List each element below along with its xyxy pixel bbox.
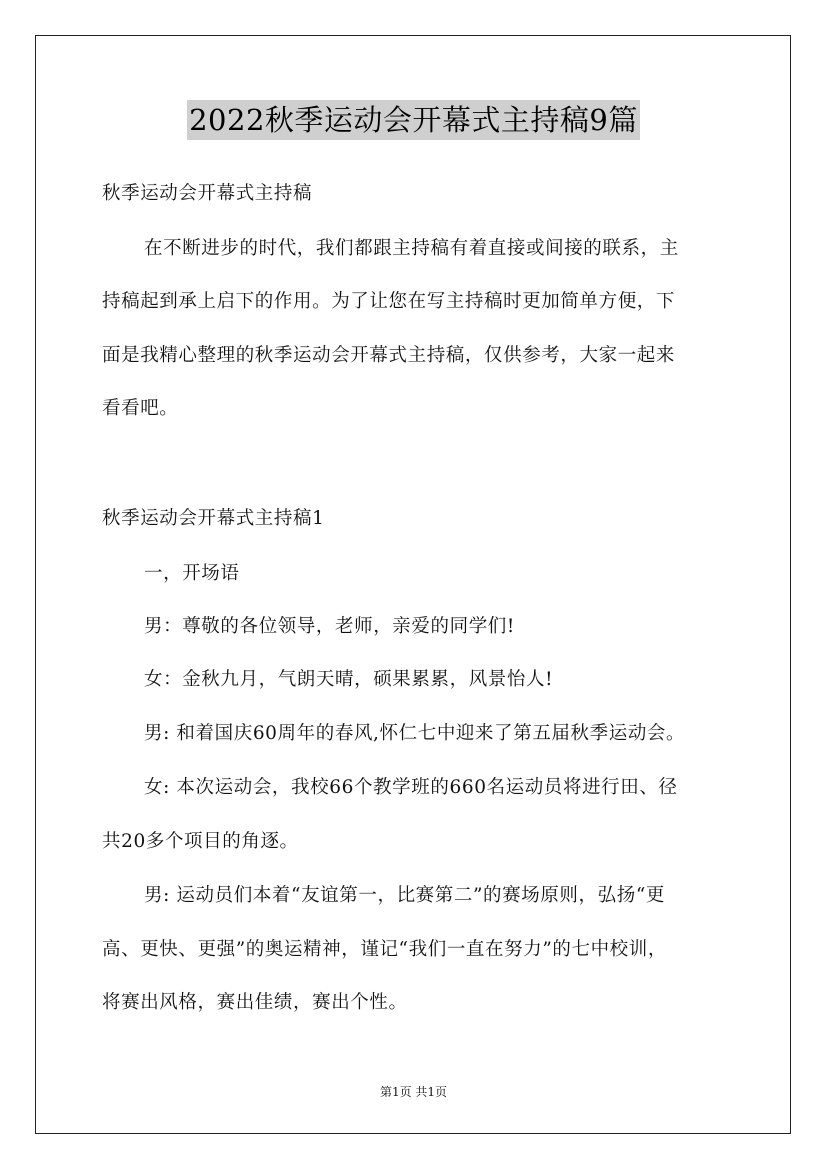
- section-title: 一，开场语: [144, 563, 240, 584]
- heading-main: 秋季运动会开幕式主持稿: [102, 183, 313, 204]
- body-line-2: 女：金秋九月，气朗天晴，硕果累累，风景怡人!: [144, 669, 554, 690]
- body-line-1: 男：尊敬的各位领导，老师，亲爱的同学们!: [144, 616, 515, 637]
- intro-line-2: 持稿起到承上启下的作用。为了让您在写主持稿时更加简单方便，下: [102, 291, 676, 312]
- title-container: [0, 100, 827, 140]
- intro-line-4: 看看吧。: [102, 398, 179, 419]
- intro-line-1: 在不断进步的时代，我们都跟主持稿有着直接或间接的联系，主: [144, 238, 679, 259]
- body-line-6: 男: 运动员们本着“友谊第一，比赛第二”的赛场原则，弘扬“更: [144, 885, 665, 906]
- document-title: 2022秋季运动会开幕式主持稿9篇: [187, 100, 640, 140]
- page-footer: 第1页 共1页: [379, 1085, 448, 1099]
- body-line-3: 男: 和着国庆60周年的春风,怀仁七中迎来了第五届秋季运动会。: [144, 723, 686, 744]
- body-line-5: 共20多个项目的角逐。: [102, 831, 299, 852]
- body-line-4: 女: 本次运动会，我校66个教学班的660名运动员将进行田、径: [144, 777, 678, 798]
- body-line-8: 将赛出风格，赛出佳绩，赛出个性。: [102, 992, 408, 1013]
- body-line-7: 高、更快、更强”的奥运精神，谨记“我们一直在努力”的七中校训，: [102, 939, 667, 960]
- heading-section-1: 秋季运动会开幕式主持稿1: [102, 508, 325, 529]
- intro-line-3: 面是我精心整理的秋季运动会开幕式主持稿，仅供参考，大家一起来: [102, 345, 676, 366]
